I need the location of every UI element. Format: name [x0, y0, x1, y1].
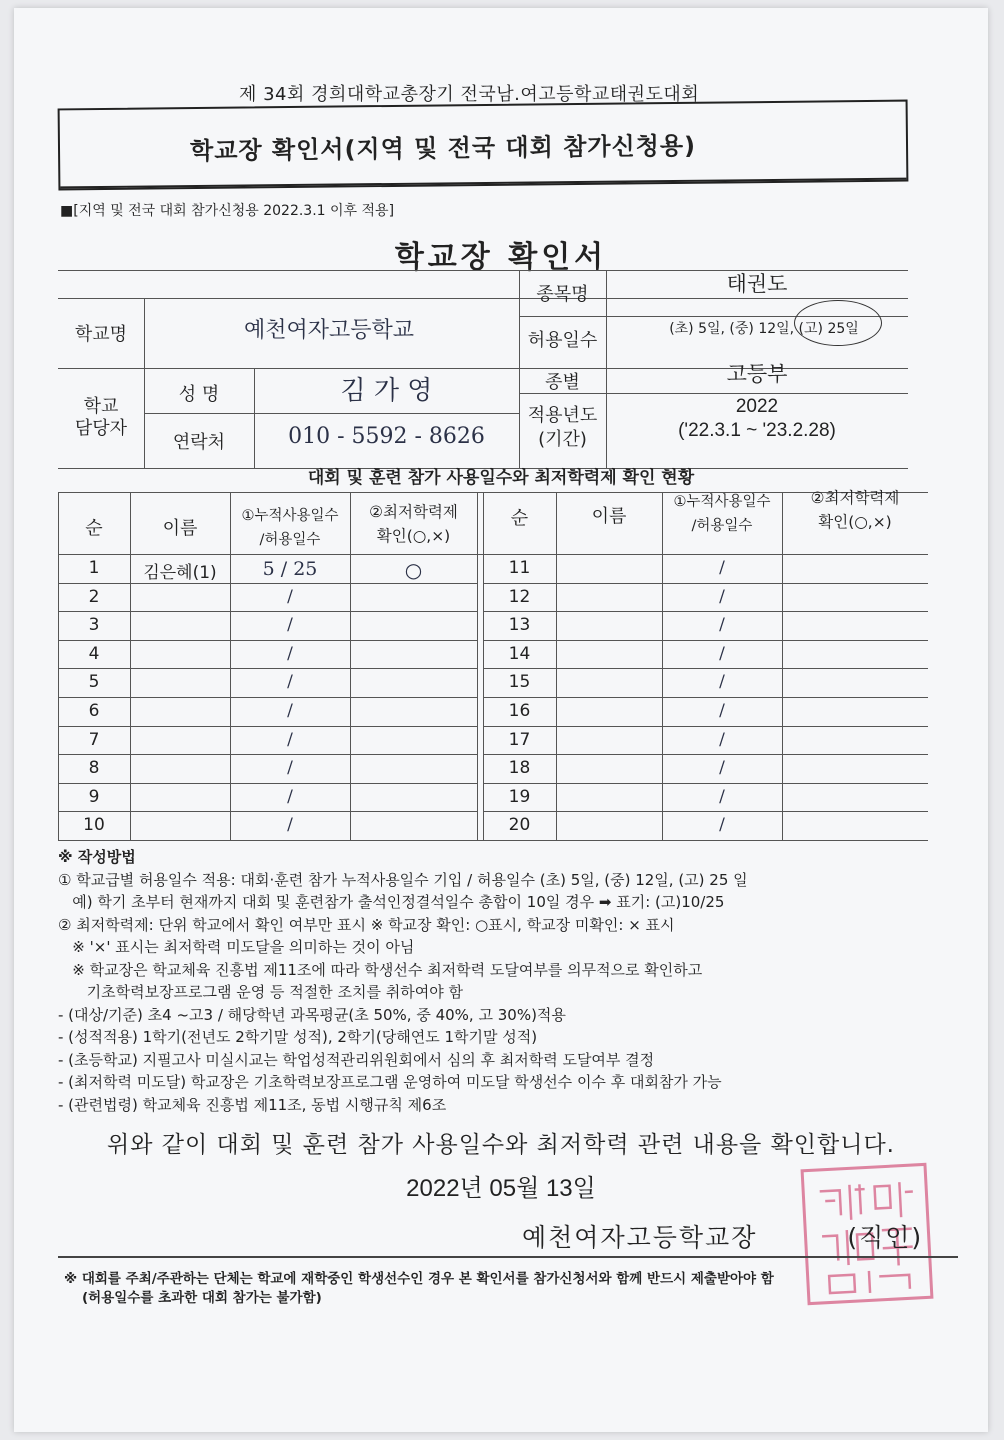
left-row-9-days: / — [287, 786, 293, 807]
left-row-4-days: / — [287, 643, 293, 664]
instruction-line: ① 학교급별 허용일수 적용: 대회·훈련 참가 누적사용일수 기입 / 허용일수 (초) 5일, (중) 12일, (고) 25 일 — [58, 870, 748, 889]
right-row-12-num: 12 — [508, 586, 531, 607]
right-header-name: 이름 — [591, 506, 627, 527]
division-label: 종별 — [545, 372, 580, 393]
right-header-num: 순 — [510, 508, 529, 529]
left-row-2-num: 2 — [88, 586, 100, 607]
contact-label: 연락처 — [172, 432, 226, 453]
issue-date: 2022년 05월 13일 — [406, 1175, 596, 1202]
teacher-name: 김 가 영 — [340, 376, 433, 406]
table-caption: 대회 및 훈련 참가 사용일수와 최저학력제 확인 현황 — [307, 468, 695, 488]
year-label: 적용년도 (기간) — [527, 405, 598, 450]
right-header-days: ①누적사용일수 /허용일수 — [673, 494, 771, 534]
left-row-4-num: 4 — [88, 643, 100, 664]
document-page — [14, 8, 988, 1432]
left-row-10-num: 10 — [83, 815, 105, 836]
instruction-line: - (관련법령) 학교체육 진흥법 제11조, 동법 시행규칙 제6조 — [58, 1095, 447, 1114]
instructions — [58, 846, 948, 1116]
left-row-5-num: 5 — [88, 672, 100, 693]
instruction-line: ※ 학교장은 학교체육 진흥법 제11조에 따라 학생선수 최저학력 도달여부를 의무적으로 확인하고 — [58, 960, 703, 979]
right-row-15-num: 15 — [508, 672, 531, 693]
high-school-circle — [794, 300, 882, 346]
left-header-name: 이름 — [162, 518, 198, 539]
left-row-7-days: / — [287, 729, 293, 750]
signer-name: 예천여자고등학교장 (직인) — [522, 1223, 924, 1252]
instruction-line: - (초등학교) 지필고사 미실시교는 학업성적관리위원회에서 심의 후 최저학력 도달여부 결정 — [58, 1050, 655, 1069]
doc-title: 학교장 확인서(지역 및 전국 대회 참가신청용) — [189, 131, 697, 166]
instruction-line: ※ '×' 표시는 최저학력 미도달을 의미하는 것이 아님 — [58, 938, 415, 956]
right-row-14-days: / — [719, 643, 725, 664]
left-row-9-num: 9 — [88, 786, 100, 807]
left-row-10-days: / — [287, 815, 293, 836]
right-row-13-num: 13 — [508, 615, 531, 636]
event-title: 제 34회 경희대학교총장기 전국남.여고등학교태권도대회 — [239, 84, 700, 105]
left-row-6-days: / — [287, 701, 293, 721]
instruction-line: ② 최저학력제: 단위 학교에서 확인 여부만 표시 ※ 학교장 확인: ○표시, 학교장 미확인: × 표시 — [58, 915, 675, 934]
right-row-20-num: 20 — [508, 815, 531, 836]
main-title: 학교장 확인서 — [394, 240, 608, 275]
left-row-5-days: / — [287, 672, 293, 693]
right-header-acad: ②최저학력제 확인(○,×) — [810, 489, 900, 531]
right-row-18-days: / — [719, 758, 725, 779]
event-label: 종목명 — [536, 284, 589, 305]
school-value: 예천여자고등학교 — [244, 318, 415, 343]
allowed-days-value: (초) 5일, (중) 12일, (고) 25일 — [669, 321, 859, 337]
left-row-1-num: 1 — [88, 558, 100, 578]
left-row-6-num: 6 — [88, 701, 100, 721]
confirm-statement: 위와 같이 대회 및 훈련 참가 사용일수와 최저학력 관련 내용을 확인합니다. — [107, 1132, 895, 1158]
instruction-line: - (최저학력 미도달) 학교장은 기초학력보장프로그램 운영하여 미도달 학생선수 이수 후 대회참가 가능 — [58, 1073, 722, 1091]
instruction-line: - (대상/기준) 초4 ~고3 / 해당학년 과목평균(초 50%, 중 40%, 고 30%)적용 — [58, 1005, 566, 1024]
seal-label: (직인) — [847, 1223, 924, 1252]
year-value: 2022 — [735, 396, 779, 417]
footnote: ※ 대회를 주최/주관하는 단체는 학교에 재학중인 학생선수인 경우 본 확인서를 참가신청서와 함께 반드시 제출받아야 함 (허용일수를 초과한 대회 참가는 불가함) — [64, 1271, 774, 1306]
left-header-acad: ②최저학력제 확인(○,×) — [369, 503, 458, 545]
left-row-3-days: / — [287, 615, 293, 636]
event-value: 태권도 — [726, 272, 788, 296]
right-row-17-num: 17 — [508, 729, 531, 750]
left-row-3-num: 3 — [88, 615, 100, 636]
right-row-14-num: 14 — [508, 643, 531, 664]
contact-value: 010 - 5592 - 8626 — [288, 424, 485, 449]
right-row-17-days: / — [719, 729, 725, 750]
left-row-2-days: / — [287, 586, 293, 607]
doc-title-box — [58, 100, 909, 191]
left-row-8-days: / — [287, 758, 293, 779]
instruction-line: 기초학력보장프로그램 운영 등 적절한 조치를 취하여야 함 — [58, 983, 463, 1001]
left-header-days: ①누적사용일수 /허용일수 — [241, 508, 339, 548]
left-row-8-num: 8 — [88, 758, 100, 779]
right-row-16-num: 16 — [508, 701, 531, 721]
right-row-19-num: 19 — [508, 786, 531, 807]
left-row-1-days: 5 / 25 — [262, 558, 318, 580]
instruction-line: ※ 작성방법 — [58, 848, 136, 866]
school-label: 학교명 — [74, 324, 128, 345]
right-row-18-num: 18 — [508, 758, 531, 779]
period-value: ('22.3.1 ~ '23.2.28) — [678, 420, 836, 441]
instruction-line: - (성적적용) 1학기(전년도 2학기말 성적), 2학기(당해연도 1학기말 성적) — [58, 1028, 538, 1046]
name-label: 성 명 — [178, 384, 220, 405]
left-row-1-acad: ○ — [404, 558, 423, 582]
division-value: 고등부 — [726, 362, 788, 386]
right-row-15-days: / — [719, 672, 725, 693]
right-row-13-days: / — [719, 615, 725, 636]
left-row-7-num: 7 — [88, 729, 100, 750]
right-row-11-days: / — [719, 558, 725, 578]
right-row-16-days: / — [719, 701, 725, 721]
usage-label: ■[지역 및 전국 대회 참가신청용 2022.3.1 이후 적용] — [60, 203, 395, 219]
right-row-19-days: / — [719, 786, 725, 807]
left-header-num: 순 — [85, 518, 103, 539]
right-row-12-days: / — [719, 586, 725, 607]
allowed-days-label: 허용일수 — [527, 330, 598, 351]
instruction-line: 예) 학기 초부터 현재까지 대회 및 훈련참가 출석인정결석일수 총합이 10일 경우 ➡ 표기: (고)10/25 — [58, 893, 725, 911]
teacher-label: 학교 담당자 — [74, 396, 128, 439]
right-row-11-num: 11 — [508, 558, 531, 578]
left-row-1-name: 김은혜(1) — [143, 563, 217, 583]
right-row-20-days: / — [719, 815, 725, 836]
